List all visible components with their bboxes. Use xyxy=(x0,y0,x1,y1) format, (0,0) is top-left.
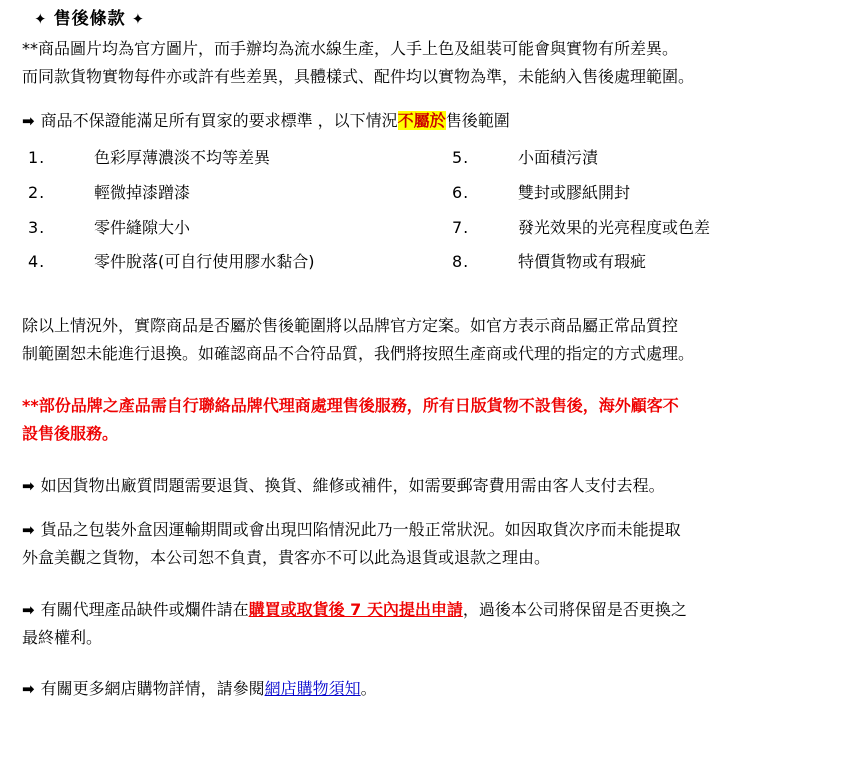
spacer xyxy=(22,289,850,305)
policy-line-2: 制範圍恕未能進行退換。如確認商品不合符品質，我們將按照生產商或代理的指定的方式處理。 xyxy=(22,344,695,364)
list-item-label: 雙封或膠紙開封 xyxy=(518,182,631,202)
page-title xyxy=(28,6,850,32)
diamond-icon-right: ✦ xyxy=(131,10,146,28)
scope-notice-highlight: 不屬於 xyxy=(397,111,446,131)
list-item-number: 2. xyxy=(28,182,46,202)
list-item-number: 4. xyxy=(28,252,46,272)
spacer xyxy=(22,369,850,385)
scope-notice-after: 售後範圍 xyxy=(445,111,510,131)
list-item-label: 色彩厚薄濃淡不均等差異 xyxy=(94,148,271,168)
shopping-notice-link[interactable]: 網店購物須知 xyxy=(264,679,361,699)
spacer xyxy=(22,385,850,393)
note-packaging-line-1 xyxy=(22,517,850,543)
note-emphasis: 購買或取貨後 7 天內提出申請 xyxy=(248,599,463,619)
list-item-label: 零件脫落(可自行使用膠水黏合) xyxy=(94,252,315,272)
list-item-number: 7. xyxy=(452,217,470,237)
list-item-number: 3. xyxy=(28,217,46,237)
note-text: 如因貨物出廠質問題需要退貨、換貨、維修或補件，如需要郵寄費用需由客人支付去程。 xyxy=(40,475,665,495)
spacer xyxy=(22,589,850,597)
arrow-icon: ➡ xyxy=(22,520,35,539)
list-item xyxy=(28,216,436,241)
note-missing-parts-line-2: 最終權利。 xyxy=(22,627,103,647)
note-text-after: ，過後本公司將保留是否更換之 xyxy=(462,599,687,619)
note-text-before: 有關更多網店購物詳情，請參閱 xyxy=(40,679,265,699)
spacer xyxy=(22,573,850,589)
note-packaging-line-2: 外盒美觀之貨物，本公司恕不負責，貴客亦不可以此為退貨或退款之理由。 xyxy=(22,547,551,567)
note-return-shipping xyxy=(22,473,850,499)
list-item xyxy=(452,146,850,171)
list-item xyxy=(452,181,850,206)
list-item xyxy=(28,146,436,171)
exclusions-column-right xyxy=(436,146,850,285)
list-item xyxy=(28,250,436,275)
list-item-label: 輕微掉漆蹭漆 xyxy=(94,182,191,202)
list-item-label: 零件縫隙大小 xyxy=(94,217,191,237)
spacer xyxy=(22,92,850,108)
arrow-icon: ➡ xyxy=(22,112,35,131)
intro-line-1: **商品圖片均為官方圖片，而手辦均為流水線生產，人手上色及組裝可能會與實物有所差異。 xyxy=(22,39,679,59)
list-item-number: 5. xyxy=(452,148,470,168)
list-item-label: 發光效果的光亮程度或色差 xyxy=(518,217,711,237)
list-item xyxy=(452,216,850,241)
policy-line-1: 除以上情況外，實際商品是否屬於售後範圍將以品牌官方定案。如官方表示商品屬正常品質控 xyxy=(22,316,679,336)
spacer xyxy=(22,668,850,676)
title-text: 售後條款 xyxy=(53,9,126,29)
arrow-icon: ➡ xyxy=(22,680,35,699)
spacer xyxy=(22,501,850,517)
spacer xyxy=(22,465,850,473)
exclusions-column-left xyxy=(22,146,436,285)
spacer xyxy=(22,652,850,668)
arrow-icon: ➡ xyxy=(22,476,35,495)
scope-notice-before: 商品不保證能滿足所有買家的要求標準 ，以下情況 xyxy=(40,111,398,131)
note-shopping-guide xyxy=(22,676,850,702)
list-item xyxy=(452,250,850,275)
note-text: 貨品之包裝外盒因運輸期間或會出現凹陷情況此乃一般正常狀況。如因取貨次序而未能提取 xyxy=(40,519,681,539)
intro-line-2: 而同款貨物實物每件亦或許有些差異，具體樣式、配件均以實物為準，未能納入售後處理範圍。 xyxy=(22,67,695,87)
note-missing-parts-line-1 xyxy=(22,597,850,623)
note-text-before: 有關代理產品缺件或爛件請在 xyxy=(40,599,249,619)
list-item xyxy=(28,181,436,206)
warning-line-2: 設售後服務。 xyxy=(22,423,119,443)
scope-notice xyxy=(22,108,850,134)
arrow-icon: ➡ xyxy=(22,600,35,619)
list-item-number: 6. xyxy=(452,182,470,202)
list-item-number: 1. xyxy=(28,148,46,168)
list-item-label: 小面積污漬 xyxy=(518,148,599,168)
list-item-label: 特價貨物或有瑕疵 xyxy=(518,252,647,272)
diamond-icon-left: ✦ xyxy=(34,10,48,28)
note-text-after: 。 xyxy=(360,679,377,699)
list-item-number: 8. xyxy=(452,252,470,272)
spacer xyxy=(22,449,850,465)
exclusions-list xyxy=(22,146,850,285)
warning-line-1: **部份品牌之產品需自行聯絡品牌代理商處理售後服務，所有日版貨物不設售後，海外顧客不 xyxy=(22,396,679,416)
spacer xyxy=(22,305,850,313)
